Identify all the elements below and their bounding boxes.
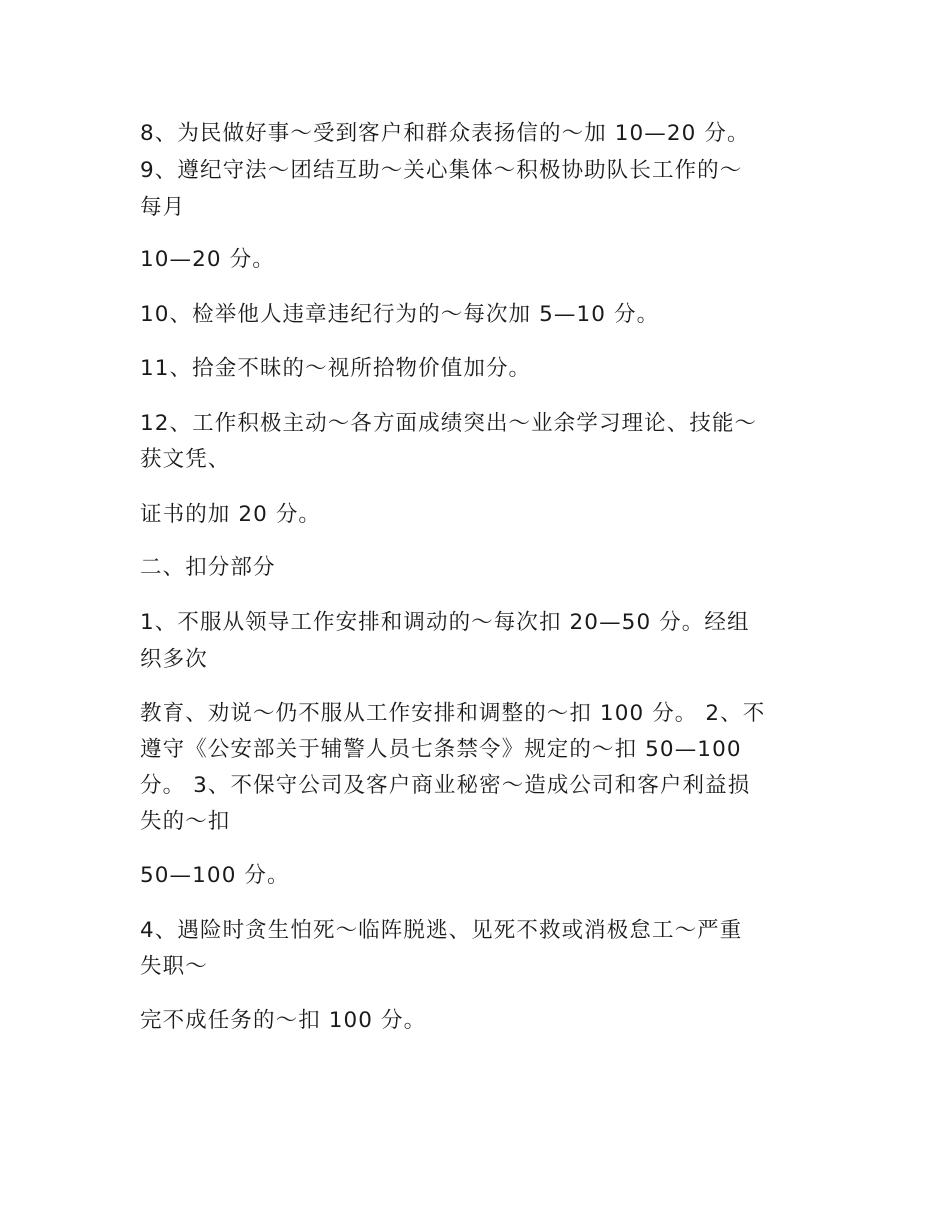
text-line: 完不成任务的～扣 100 分。 (140, 1008, 427, 1033)
text-line: 50—100 分。 (140, 863, 290, 888)
text-line: 教育、劝说～仍不服从工作安排和调整的～扣 100 分。 2、不 (140, 701, 766, 726)
section-heading: 二、扣分部分 (140, 555, 276, 580)
text-line: 每月 (140, 195, 186, 220)
text-line: 失职～ (140, 954, 208, 979)
text-line: 分。 3、不保守公司及客户商业秘密～造成公司和客户利益损 (140, 773, 751, 798)
text-line: 9、遵纪守法～团结互助～关心集体～积极协助队长工作的～ (140, 158, 743, 183)
text-line: 10、检举他人违章违纪行为的～每次加 5—10 分。 (140, 302, 660, 327)
text-line: 织多次 (140, 647, 208, 672)
text-line: 8、为民做好事～受到客户和群众表扬信的～加 10—20 分。 (140, 121, 750, 146)
text-line: 10—20 分。 (140, 247, 275, 272)
text-line: 11、拾金不昧的～视所拾物价值加分。 (140, 356, 532, 381)
text-line: 失的～扣 (140, 809, 231, 834)
text-line: 证书的加 20 分。 (140, 502, 322, 527)
text-line: 4、遇险时贪生怕死～临阵脱逃、见死不救或消极怠工～严重 (140, 918, 743, 943)
text-line: 获文凭、 (140, 447, 231, 472)
text-line: 遵守《公安部关于辅警人员七条禁令》规定的～扣 50—100 (140, 737, 742, 762)
text-line: 12、工作积极主动～各方面成绩突出～业余学习理论、技能～ (140, 411, 758, 436)
text-line: 1、不服从领导工作安排和调动的～每次扣 20—50 分。经组 (140, 610, 750, 635)
